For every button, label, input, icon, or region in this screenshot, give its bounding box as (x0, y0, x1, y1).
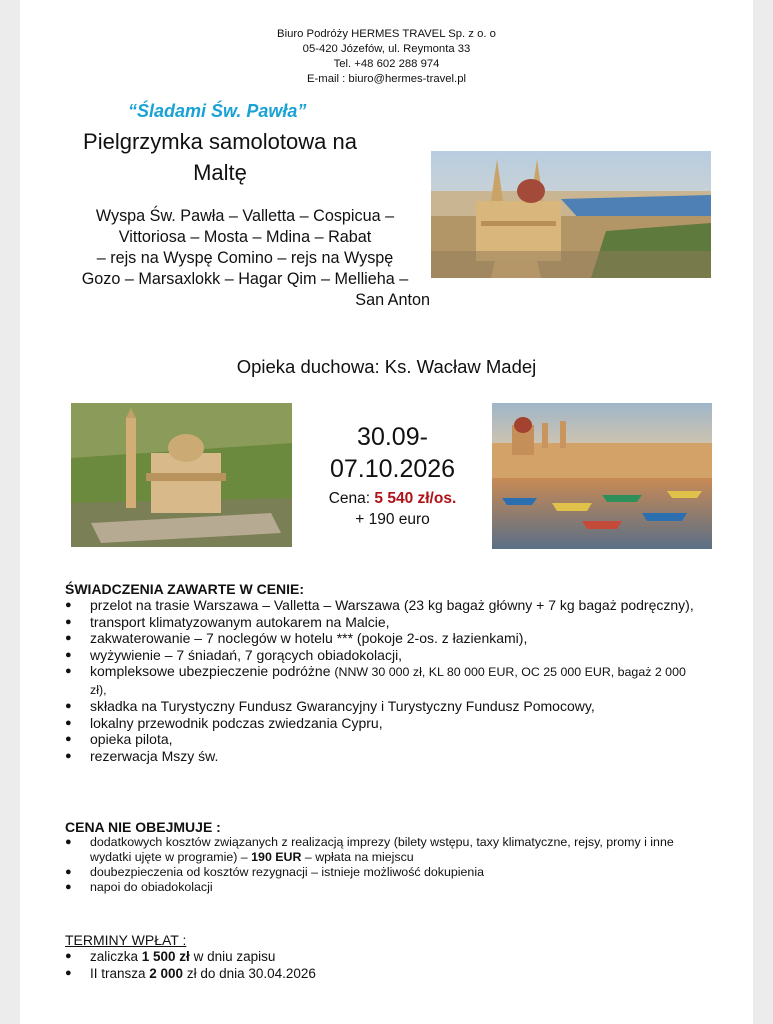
list-item (65, 835, 705, 865)
list-item: ● rezerwacja Mszy św. (65, 748, 705, 765)
trip-title (70, 126, 370, 188)
company-phone: Tel. +48 602 288 974 (333, 58, 440, 70)
route-line: Vittoriosa – Mosta – Mdina – Rabat (118, 228, 372, 246)
list-item: ● wyżywienie – 7 śniadań, 7 gorących obiadokolacji, (65, 647, 705, 664)
excluded-list (65, 835, 705, 895)
company-email: E-mail : biuro@hermes-travel.pl (306, 73, 466, 85)
payment1-amount: 1 500 zł (141, 949, 190, 964)
list-item: ● doubezpieczenia od kosztów rezygnacji – istnieje możliwość dokupienia (65, 865, 705, 880)
payment2-label: II transza (90, 966, 150, 981)
payment1-label: zaliczka (90, 949, 142, 964)
excluded-item1-note: – wpłata na miejscu (301, 850, 414, 864)
payments-section (65, 932, 705, 982)
dates-line1: 30.09- (357, 423, 428, 451)
trip-dates (310, 421, 475, 485)
price-value: 5 540 zł/os. (374, 490, 457, 507)
excluded-section (65, 819, 705, 895)
route-line: Wyspa Św. Pawła – Valletta – Cospicua – (95, 207, 395, 225)
list-item: ● opieka pilota, (65, 731, 705, 748)
payments-list (65, 948, 705, 982)
list-item: ● składka na Turystyczny Fundusz Gwarancyjny i Turystyczny Fundusz Pomocowy, (65, 698, 705, 715)
insurance-label: kompleksowe ubezpieczenie podróżne (90, 663, 331, 679)
spiritual-care: Opieka duchowa: Ks. Wacław Madej (236, 356, 537, 377)
mosta-rotunda-photo (431, 151, 711, 278)
company-name: Biuro Podróży HERMES TRAVEL Sp. z o. o (277, 28, 496, 40)
trip-title-line1: Pielgrzymka samolotowa na (83, 129, 357, 154)
list-item: ● lokalny przewodnik podczas zwiedzania Cypru, (65, 715, 705, 732)
dates-line2: 07.10.2026 (329, 455, 456, 483)
excluded-heading: CENA NIE OBEJMUJE : (65, 819, 221, 835)
included-list (65, 597, 705, 764)
agency-header (20, 27, 753, 87)
payment2-note: zł do dnia 30.04.2026 (183, 966, 316, 981)
trip-price (310, 488, 475, 530)
route-line: – rejs na Wyspę Comino – rejs na Wyspę (96, 249, 394, 267)
list-item: ● napoi do obiadokolacji (65, 880, 705, 895)
list-item (65, 965, 705, 982)
company-address: 05-420 Józefów, ul. Reymonta 33 (302, 43, 471, 55)
trip-title-line2: Maltę (193, 160, 247, 185)
marsaxlokk-harbour-photo (492, 403, 712, 549)
list-item (65, 663, 705, 698)
price-extra: + 190 euro (355, 511, 430, 528)
list-item: ● zakwaterowanie – 7 noclegów w hotelu *** (pokoje 2-os. z łazienkami), (65, 630, 705, 647)
payments-heading: TERMINY WPŁAT : (65, 932, 187, 948)
payment1-note: w dniu zapisu (189, 949, 276, 964)
payment2-amount: 2 000 (149, 966, 184, 981)
excluded-item1-text: dodatkowych kosztów związanych z realizacją imprezy (bilety wstępu, taxy klimatyczne, rejsy, promy i inne wydatki ujęte w programie) – (90, 835, 674, 864)
document-page (20, 0, 753, 1024)
list-item: ● przelot na trasie Warszawa – Valletta – Warszawa (23 kg bagaż główny + 7 kg bagaż podręczny), (65, 597, 705, 614)
route-line-last: San Anton (355, 291, 430, 309)
price-label: Cena: (328, 490, 371, 507)
trip-route (60, 206, 430, 311)
included-heading: ŚWIADCZENIA ZAWARTE W CENIE: (65, 581, 305, 597)
ta-pinu-basilica-photo (71, 403, 292, 547)
trip-subtitle: “Śladami Św. Pawła” (128, 101, 307, 121)
excluded-item1-amount: 190 EUR (251, 850, 302, 864)
route-line: Gozo – Marsaxlokk – Hagar Qim – Mellieha – (81, 270, 409, 288)
list-item: ● transport klimatyzowanym autokarem na Malcie, (65, 614, 705, 631)
insurance-details: (NNW 30 000 zł, KL 80 000 EUR, OC 25 000 EUR, bagaż 2 000 zł), (90, 665, 686, 697)
included-section (65, 581, 705, 764)
list-item (65, 948, 705, 965)
